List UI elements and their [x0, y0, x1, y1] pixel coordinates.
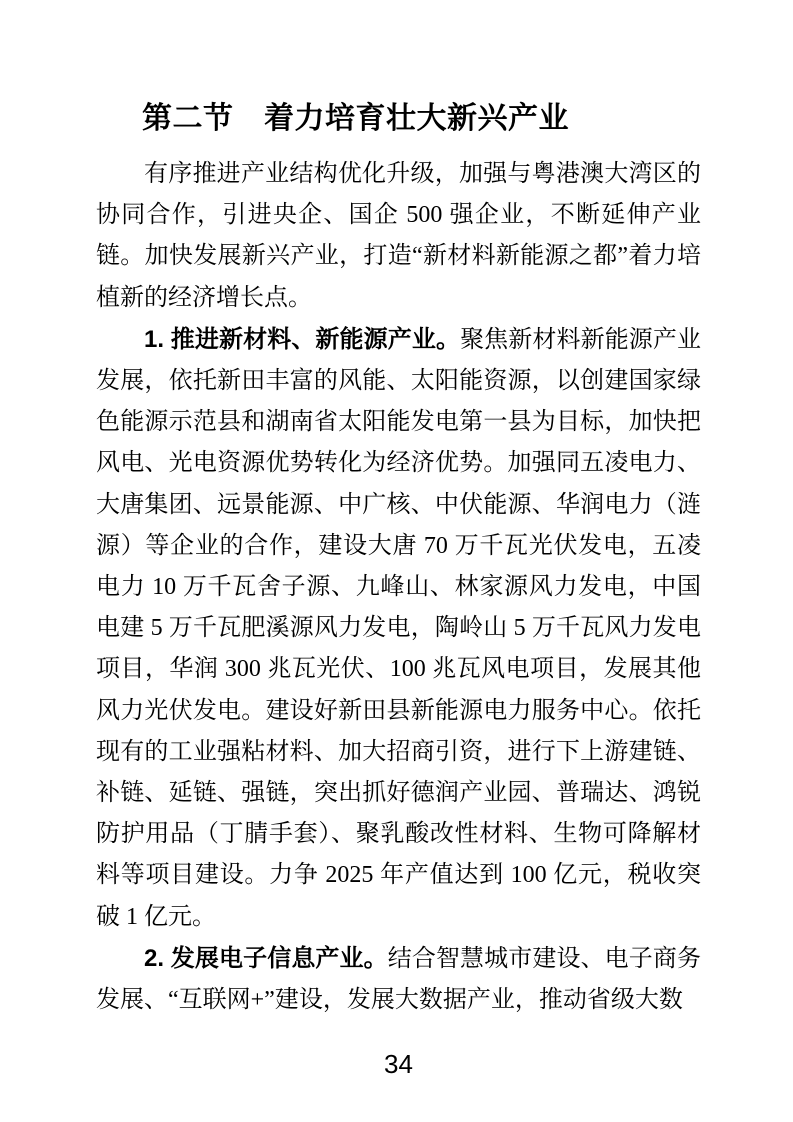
- paragraph-3-text: 结合智慧城市建设、电子商务发展、“互联网+”建设，发展大数据产业，推动省级大数: [96, 945, 701, 1014]
- paragraph-intro: [96, 154, 701, 319]
- paragraph-new-materials-energy: [96, 319, 701, 938]
- paragraph-intro-text: 有序推进产业结构优化升级，加强与粤港澳大湾区的协同合作，引进央企、国企 500 强企业，不断延伸产业链。加快发展新兴产业，打造“新材料新能源之都”着力培植新的经济增长点。: [96, 161, 701, 311]
- paragraph-electronic-info: [96, 938, 701, 1021]
- document-content: [96, 0, 701, 1079]
- paragraph-2-lead: 1. 推进新材料、新能源产业。: [144, 325, 461, 353]
- paragraph-2-text: 聚焦新材料新能源产业发展，依托新田丰富的风能、太阳能资源，以创建国家绿色能源示范县和湖南省太阳能发电第一县为目标，加快把风电、光电资源优势转化为经济优势。加强同五凌电力、大唐集团、远景能源、中广核、中伏能源、华润电力（涟源）等企业的合作，建设大唐 70 万千瓦光伏发电，五凌电力 10 万千瓦舍子源、九峰山、林家源风力发电，中国电建 5 万千瓦肥溪源风力发电，陶岭山 5 万千瓦风力发电项目，华润 300 兆瓦光伏、100 兆瓦风电项目，发展其他风力光伏发电。建设好新田县新能源电力服务中心。依托现有的工业强粘材料、加大招商引资，进行下上游建链、补链、延链、强链，突出抓好德润产业园、普瑞达、鸿锐防护用品（丁腈手套）、聚乳酸改性材料、生物可降解材料等项目建设。力争 2025 年产值达到 100 亿元，税收突破 1 亿元。: [96, 326, 702, 930]
- section-heading: 第二节 着力培育壮大新兴产业: [142, 102, 569, 135]
- paragraph-3-lead: 2. 发展电子信息产业。: [144, 944, 388, 972]
- page-number: 34: [384, 1049, 413, 1080]
